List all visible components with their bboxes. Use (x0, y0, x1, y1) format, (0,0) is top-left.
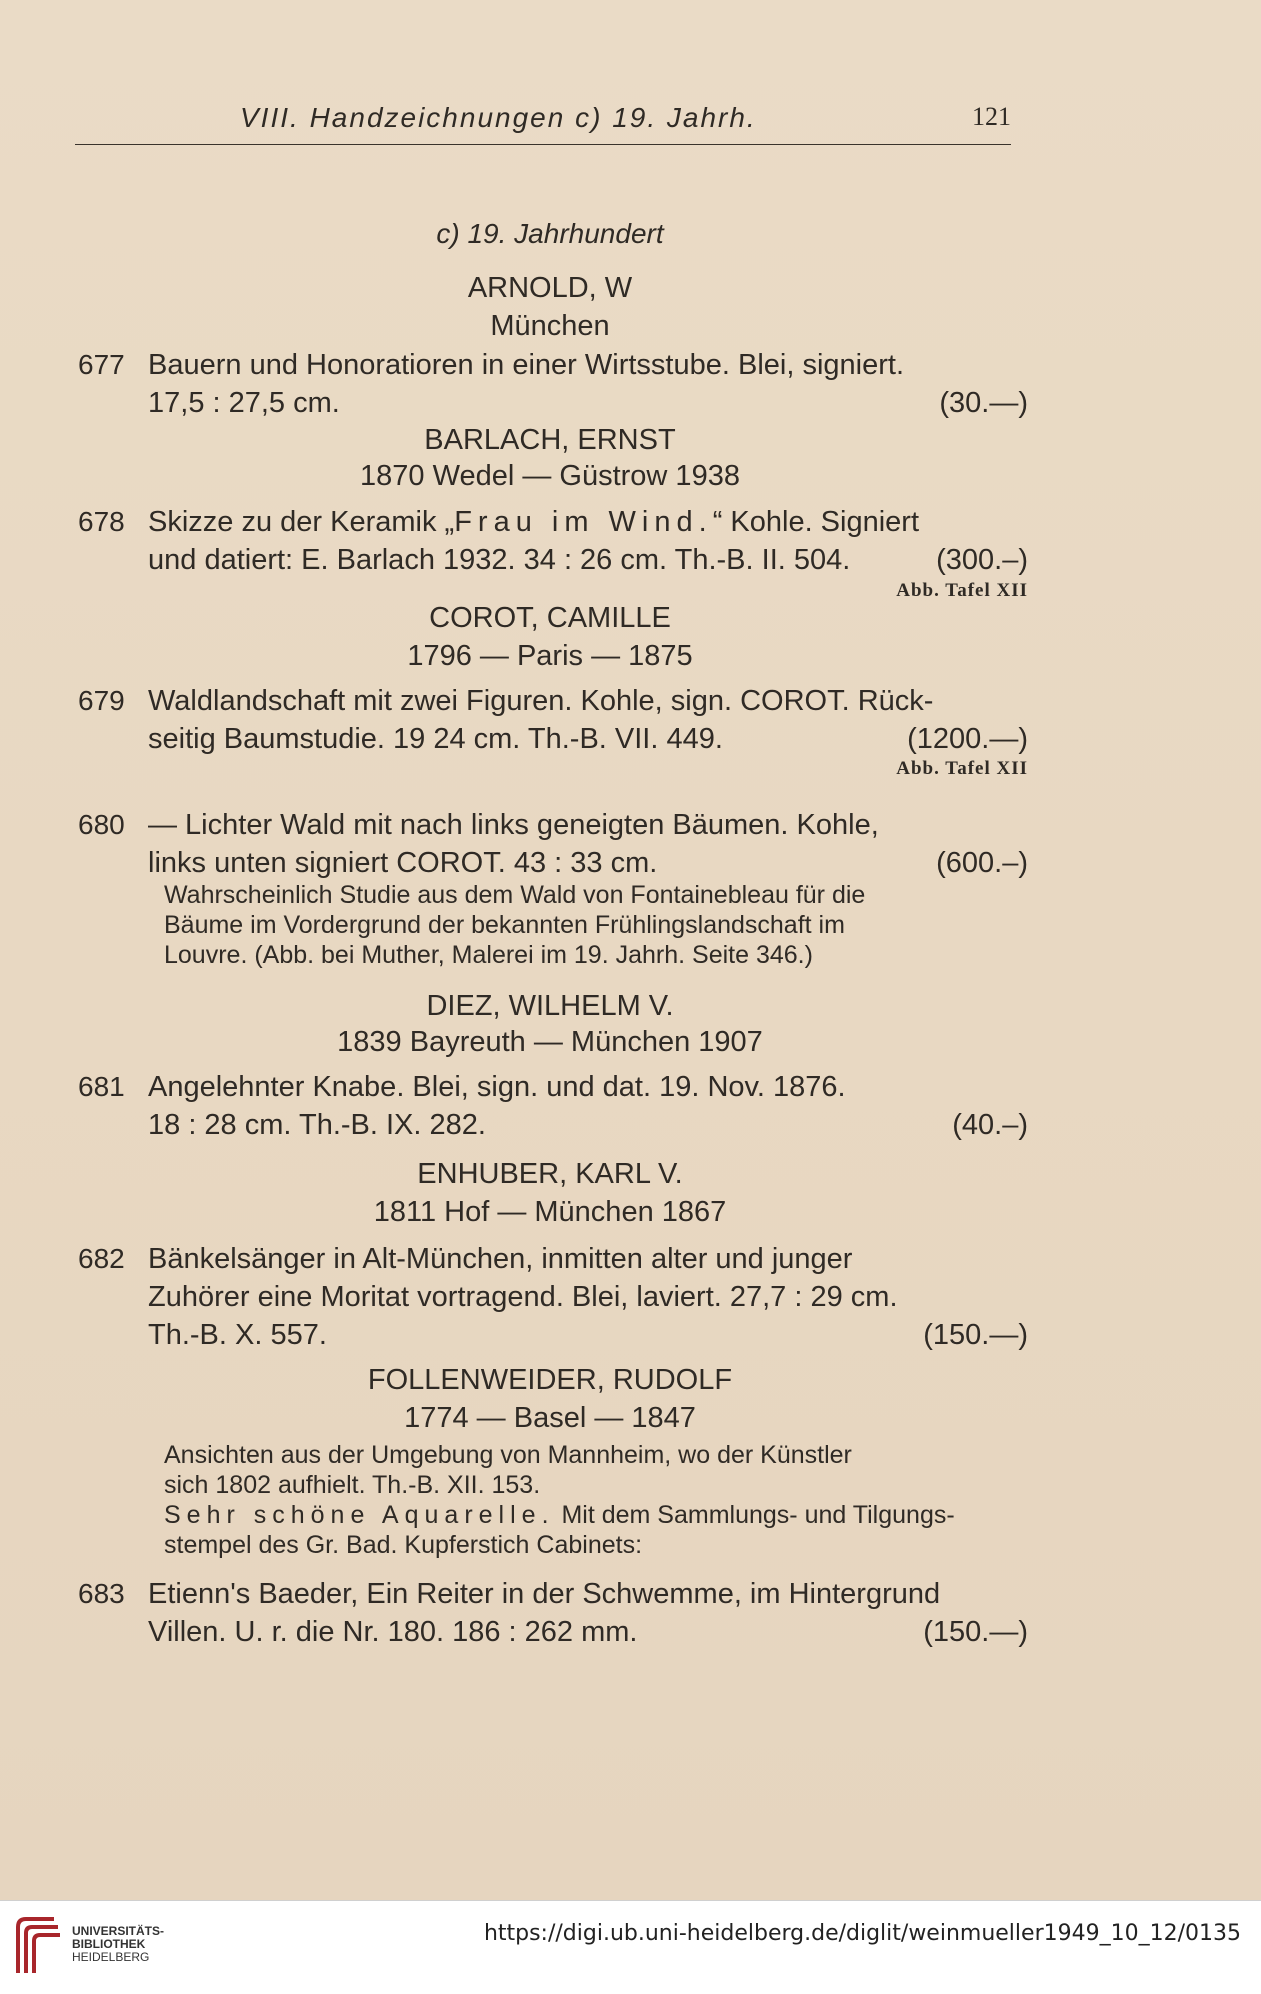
lot-description (148, 806, 1028, 882)
lot-dimensions: 17,5 : 27,5 cm. (148, 387, 340, 419)
artist-info: München (490, 310, 610, 342)
lot-dimensions: Th.-B. X. 557. (148, 1319, 327, 1351)
page-number: 121 (972, 102, 1011, 131)
lot-price: (300.–) (936, 544, 1028, 576)
artist-name: COROT, CAMILLE (429, 602, 671, 634)
lot-number: 682 (78, 1243, 125, 1274)
artist-name: FOLLENWEIDER, RUDOLF (367, 1364, 733, 1396)
lot-line: Zuhörer eine Moritat vortragend. Blei, laviert. 27,7 : 29 cm. (148, 1281, 898, 1313)
lot-price: (150.—) (923, 1616, 1028, 1648)
note-line: Ansichten aus der Umgebung von Mannheim, wo der Künstler (164, 1441, 852, 1469)
note-line: Wahrscheinlich Studie aus dem Wald von Fontainebleau für die (164, 881, 866, 909)
lot-line: Etienn's Baeder, Ein Reiter in der Schwemme, im Hintergrund (148, 1578, 941, 1610)
note-line (164, 1500, 1028, 1530)
lot-line: Waldlandschaft mit zwei Figuren. Kohle, sign. COROT. Rück- (148, 685, 934, 717)
lot-description (148, 1240, 1028, 1354)
lot-line: Bauern und Honoratioren in einer Wirtsstube. Blei, signiert. (148, 349, 904, 381)
lot-price: (30.—) (939, 387, 1028, 419)
lot-price: (600.–) (936, 847, 1028, 879)
note-line: Bäume im Vordergrund der bekannten Frühlingslandschaft im (164, 911, 845, 939)
lot-last-line (148, 541, 1028, 579)
lot-dimensions: links unten signiert COROT. 43 : 33 cm. (148, 847, 658, 879)
lot-price: (40.–) (952, 1109, 1028, 1141)
artist-name: ENHUBER, KARL V. (417, 1158, 683, 1190)
artist-info: 1870 Wedel — Güstrow 1938 (360, 460, 740, 492)
artist-name: BARLACH, ERNST (424, 424, 676, 456)
library-name[interactable] (72, 1925, 164, 1964)
note-line: sich 1802 aufhielt. Th.-B. XII. 153. (164, 1471, 541, 1499)
library-name-line: UNIVERSITÄTS- (72, 1924, 165, 1938)
page-header (75, 98, 1011, 145)
lot-number: 677 (78, 349, 125, 380)
artist-info: 1796 — Paris — 1875 (407, 640, 693, 672)
library-name-line: HEIDELBERG (72, 1950, 150, 1964)
library-logo-icon[interactable] (12, 1913, 64, 1979)
lot-description (148, 503, 1028, 579)
note-line: Louvre. (Abb. bei Muther, Malerei im 19. Jahrh. Seite 346.) (164, 941, 813, 969)
lot-line-pre: Skizze zu der Keramik „ (148, 506, 455, 538)
lot-dimensions: seitig Baumstudie. 19 24 cm. Th.-B. VII. 449. (148, 723, 723, 755)
lot-title-spaced: Frau im Wind. (454, 506, 713, 538)
note-rest: Mit dem Sammlungs- und Tilgungs- (554, 1501, 955, 1529)
lot-price: (150.—) (923, 1319, 1028, 1351)
note-line: stempel des Gr. Bad. Kupferstich Cabinets: (164, 1531, 643, 1559)
library-name-line: BIBLIOTHEK (72, 1937, 146, 1951)
note-spaced: Sehr schöne Aquarelle. (164, 1501, 555, 1529)
artist-name: ARNOLD, W (467, 272, 633, 304)
lot-number: 679 (78, 685, 125, 716)
lot-description (148, 1575, 1028, 1651)
lot-number: 680 (78, 809, 125, 840)
artist-note (164, 1440, 1028, 1560)
lot-description (148, 346, 1028, 422)
lot-line: — Lichter Wald mit nach links geneigten Bäumen. Kohle, (148, 809, 879, 841)
lot-description (148, 682, 1028, 758)
lot-last-line (148, 384, 1028, 422)
artist-info: 1839 Bayreuth — München 1907 (337, 1026, 763, 1058)
lot-dimensions: und datiert: E. Barlach 1932. 34 : 26 cm. Th.-B. II. 504. (148, 544, 851, 576)
lot-description (148, 1068, 1028, 1144)
document-url[interactable]: https://digi.ub.uni-heidelberg.de/diglit/weinmueller1949_10_12/0135 (483, 1921, 1241, 1946)
lot-line (148, 503, 1028, 541)
section-title: c) 19. Jahrhundert (436, 218, 664, 249)
lot-last-line (148, 1316, 1028, 1354)
lot-last-line (148, 1613, 1028, 1651)
artist-info: 1774 — Basel — 1847 (404, 1402, 696, 1434)
lot-last-line (148, 1106, 1028, 1144)
lot-last-line (148, 720, 1028, 758)
lot-last-line (148, 844, 1028, 882)
running-title: VIII. Handzeichnungen c) 19. Jahrh. (240, 102, 757, 133)
lot-line: Bänkelsänger in Alt-München, inmitten alter und junger (148, 1243, 853, 1275)
artist-name: DIEZ, WILHELM V. (426, 990, 674, 1022)
lot-price: (1200.—) (907, 723, 1028, 755)
lot-line-post: “ Kohle. Signiert (712, 506, 920, 538)
lot-number: 683 (78, 1578, 125, 1609)
lot-number: 678 (78, 506, 125, 537)
lot-number: 681 (78, 1071, 125, 1102)
plate-reference: Abb. Tafel XII (896, 580, 1028, 601)
lot-dimensions: 18 : 28 cm. Th.-B. IX. 282. (148, 1109, 486, 1141)
lot-dimensions: Villen. U. r. die Nr. 180. 186 : 262 mm. (148, 1616, 638, 1648)
lot-line: Angelehnter Knabe. Blei, sign. und dat. 19. Nov. 1876. (148, 1071, 846, 1103)
viewer-footer (0, 1900, 1261, 1994)
lot-note (164, 880, 1028, 970)
plate-reference: Abb. Tafel XII (896, 758, 1028, 779)
artist-info: 1811 Hof — München 1867 (373, 1196, 727, 1228)
